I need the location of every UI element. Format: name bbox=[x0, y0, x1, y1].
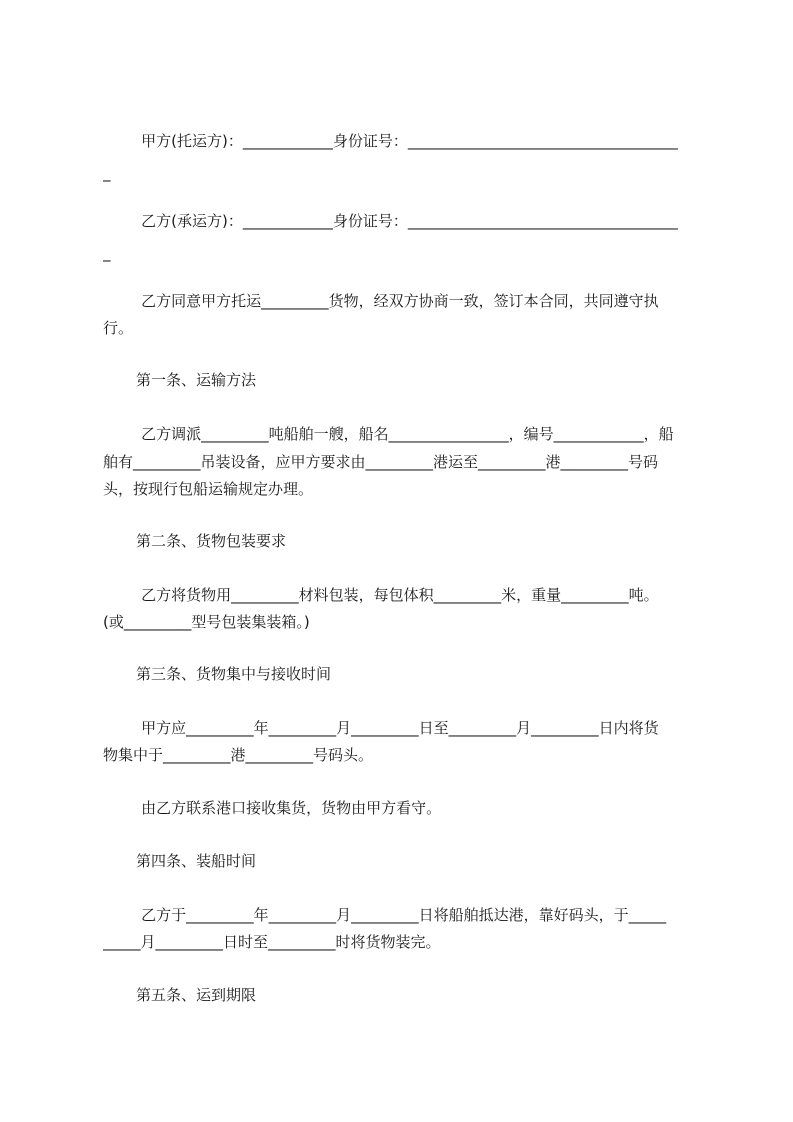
party-b-line-continued: _ bbox=[103, 244, 111, 262]
party-a-line: 甲方(托运方)：____________身份证号：____________________________________ bbox=[103, 132, 678, 150]
article-3-line-3: 由乙方联系港口接收集货，货物由甲方看守。 bbox=[103, 799, 442, 817]
article-4-title: 第四条、装船时间 bbox=[136, 852, 257, 870]
article-5-title: 第五条、运到期限 bbox=[136, 986, 257, 1004]
article-4-line-2: _____月_________日时至_________时将货物装完。 bbox=[103, 933, 441, 951]
article-2-line-1: 乙方将货物用_________材料包装，每包体积_________米，重量_________吨。 bbox=[103, 586, 659, 604]
article-3-line-2: 物集中于_________港_________号码头。 bbox=[103, 746, 374, 764]
article-2-title: 第二条、货物包装要求 bbox=[136, 532, 287, 550]
article-3-line-1: 甲方应_________年_________月_________日至_________月_________日内将货 bbox=[103, 719, 659, 737]
article-1-line-3: 头，按现行包船运输规定办理。 bbox=[103, 480, 314, 498]
party-b-line: 乙方(承运方)：____________身份证号：____________________________________ bbox=[103, 212, 678, 230]
intro-paragraph-line-1: 乙方同意甲方托运_________货物，经双方协商一致，签订本合同，共同遵守执 bbox=[103, 292, 659, 310]
article-2-line-2: (或_________型号包装集装箱。) bbox=[103, 613, 310, 631]
article-1-title: 第一条、运输方法 bbox=[136, 371, 257, 389]
article-1-line-2: 舶有_________吊装设备，应甲方要求由_________港运至_________港_________号码 bbox=[103, 453, 659, 471]
intro-paragraph-line-2: 行。 bbox=[103, 319, 134, 337]
article-3-title: 第三条、货物集中与接收时间 bbox=[136, 665, 332, 683]
party-a-line-continued: _ bbox=[103, 164, 111, 182]
article-1-line-1: 乙方调派_________吨船舶一艘，船名________________，编号____________，船 bbox=[103, 425, 674, 443]
article-4-line-1: 乙方于_________年_________月_________日将船舶抵达港，靠好码头，于_____ bbox=[103, 906, 667, 924]
